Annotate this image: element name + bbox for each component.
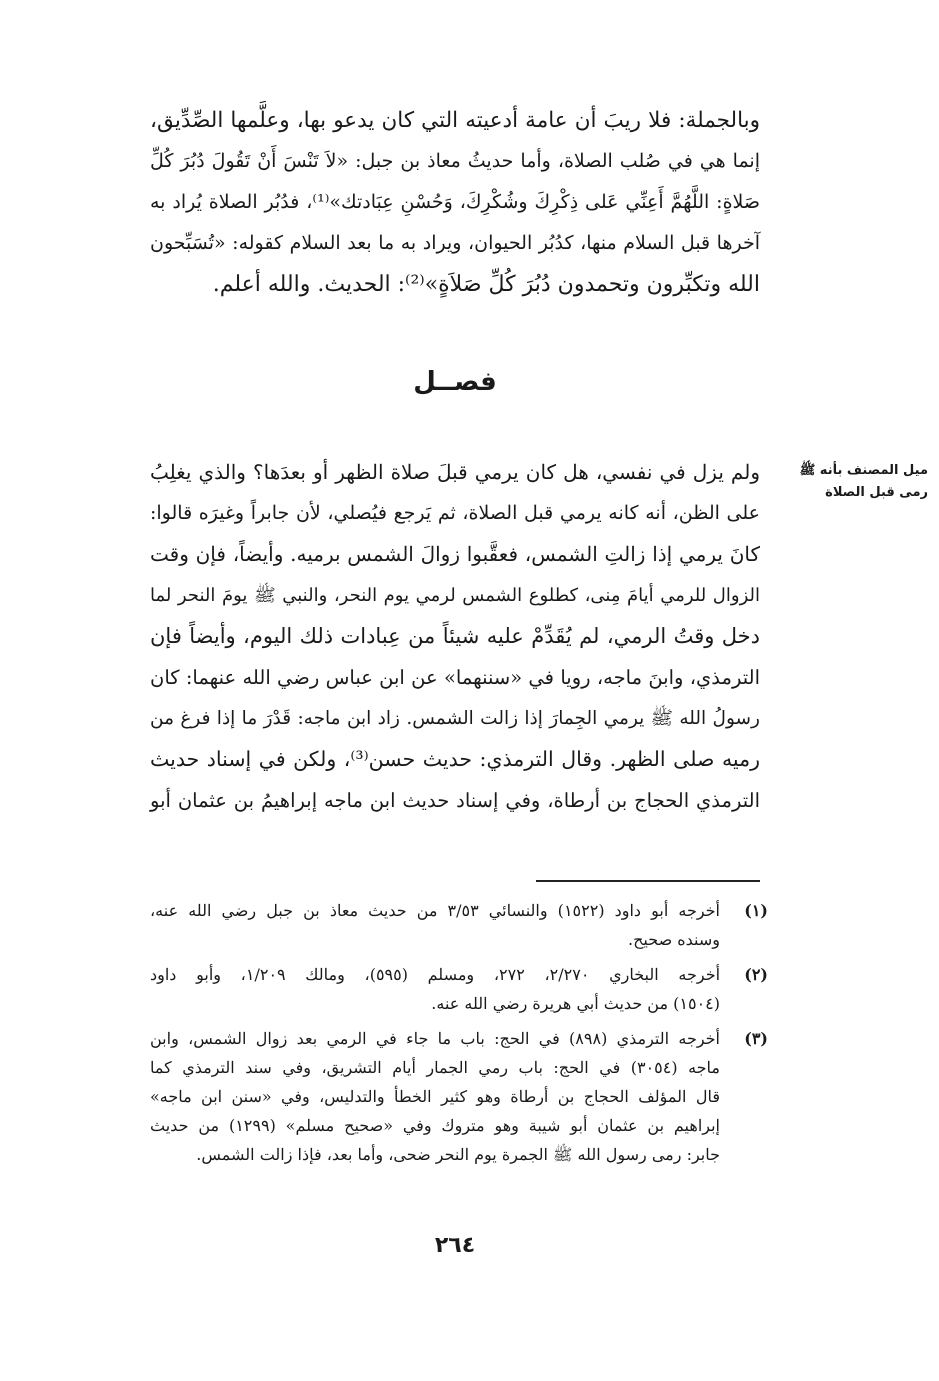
footnote	[150, 896, 768, 954]
margin-note	[778, 460, 928, 504]
footnote-line: أخرجه الترمذي (٨٩٨) في الحج: باب ما جاء في الرمي بعد زوال الشمس، وابن	[150, 1029, 721, 1048]
footnote-line: جابر: رمى رسول الله ﷺ الجمرة يوم النحر ضحى، وأما بعد، فإذا زالت الشمس.	[196, 1145, 720, 1164]
text-line: الترمذي الحجاج بن أرطاة، وفي إسناد حديث ابن ماجه إبراهيمُ بن عثمان أبو	[150, 789, 760, 812]
text-line: ولم يزل في نفسي، هل كان يرمي قبلَ صلاة الظهر أو بعدَها؟ والذي يغلِبُ	[150, 460, 760, 484]
text-line: آخرها قبل السلام منها، كدُبُر الحيوان، ويراد به ما بعد السلام كقوله: «تُسَبِّحون	[150, 232, 760, 254]
text-line: صَلاةٍ: اللَّهُمَّ أَعِنِّي عَلى ذِكْرِكَ وشُكْرِكَ، وَحُسْنِ عِبَادتك»⁽¹⁾، فدُبُر الصلاة يُراد به	[150, 191, 760, 213]
text-line: إنما هي في صُلب الصلاة، وأما حديثُ معاذ بن جبل: «لاَ تَنْسَ أَنْ تَقُولَ دُبُرَ كُلِّ	[150, 150, 760, 172]
footnote-line: وسنده صحيح.	[628, 930, 720, 949]
paragraph-top	[150, 100, 760, 305]
footnote-number: (٣)	[744, 1029, 768, 1048]
footnote	[150, 1024, 768, 1169]
text-line: كانَ يرمي إذا زالتِ الشمس، فعقَّبوا زوالَ الشمس برميه. وأيضاً، فإن وقت	[150, 542, 760, 566]
footnote-line: أخرجه أبو داود (١٥٢٢) والنسائي ٣/٥٣ من حديث معاذ بن جبل رضي الله عنه،	[150, 901, 721, 920]
margin-note-line: رمى قبل الصلاة	[825, 485, 928, 500]
footnote-line: إبراهيم بن عثمان أبو شيبة وهو متروك وفي «صحيح مسلم» (١٢٩٩) من حديث	[150, 1116, 720, 1135]
text-line: دخل وقتُ الرمي، لم يُقَدِّمْ عليه شيئاً من عِبادات ذلك اليوم، وأيضاً فإن	[150, 624, 760, 648]
text-line: الله وتكبِّرون وتحمدون دُبُرَ كُلِّ صَلاَةٍ»⁽²⁾: الحديث. والله أعلم.	[212, 272, 760, 297]
footnote-number: (٢)	[744, 965, 768, 984]
section-heading: فصــل	[413, 367, 497, 397]
footnotes	[150, 896, 768, 1175]
margin-note-line: ميل المصنف بأنه ﷺ	[799, 463, 928, 478]
footnote-line: ماجه (٣٠٥٤) في الحج: باب رمي الجمار أيام التشريق، وفي سند الترمذي كما	[150, 1058, 720, 1077]
text-line: على الظن، أنه كانه يرمي قبل الصلاة، ثم يَرجع فيُصلي، لأن جابراً وغيرَه قالوا:	[150, 502, 760, 524]
footnote-line: أخرجه البخاري ٢/٢٧٠، ٢٧٢، ومسلم (٥٩٥)، ومالك ١/٢٠٩، وأبو داود	[150, 965, 721, 984]
footnote	[150, 960, 768, 1018]
text-line: الترمذي، وابنَ ماجه، رويا في «سننهما» عن ابن عباس رضي الله عنهما: كان	[150, 666, 760, 689]
footnote-line: (١٥٠٤) من حديث أبي هريرة رضي الله عنه.	[431, 994, 720, 1013]
text-line: رسولُ الله ﷺ يرمي الجِمارَ إذا زالت الشمس. زاد ابن ماجه: قَدْرَ ما إذا فرغ من	[150, 708, 760, 729]
text-line: رميه صلى الظهر. وقال الترمذي: حديث حسن⁽³⁾، ولكن في إسناد حديث	[150, 747, 760, 771]
footnote-number: (١)	[744, 901, 768, 920]
text-line: وبالجملة: فلا ريبَ أن عامة أدعيته التي كان يدعو بها، وعلَّمها الصِّدِّيق،	[150, 108, 760, 133]
footnote-divider	[536, 880, 760, 882]
page-number: ٢٦٤	[434, 1233, 476, 1258]
text-line: الزوال للرمي أيامَ مِنى، كطلوع الشمس لرمي يوم النحر، والنبي ﷺ يومَ النحر لما	[150, 585, 760, 606]
footnote-line: قال المؤلف الحجاج بن أرطاة وهو كثير الخطأ والتدليس، وفي «سنن ابن ماجه»	[150, 1087, 720, 1106]
paragraph-main	[150, 452, 760, 821]
